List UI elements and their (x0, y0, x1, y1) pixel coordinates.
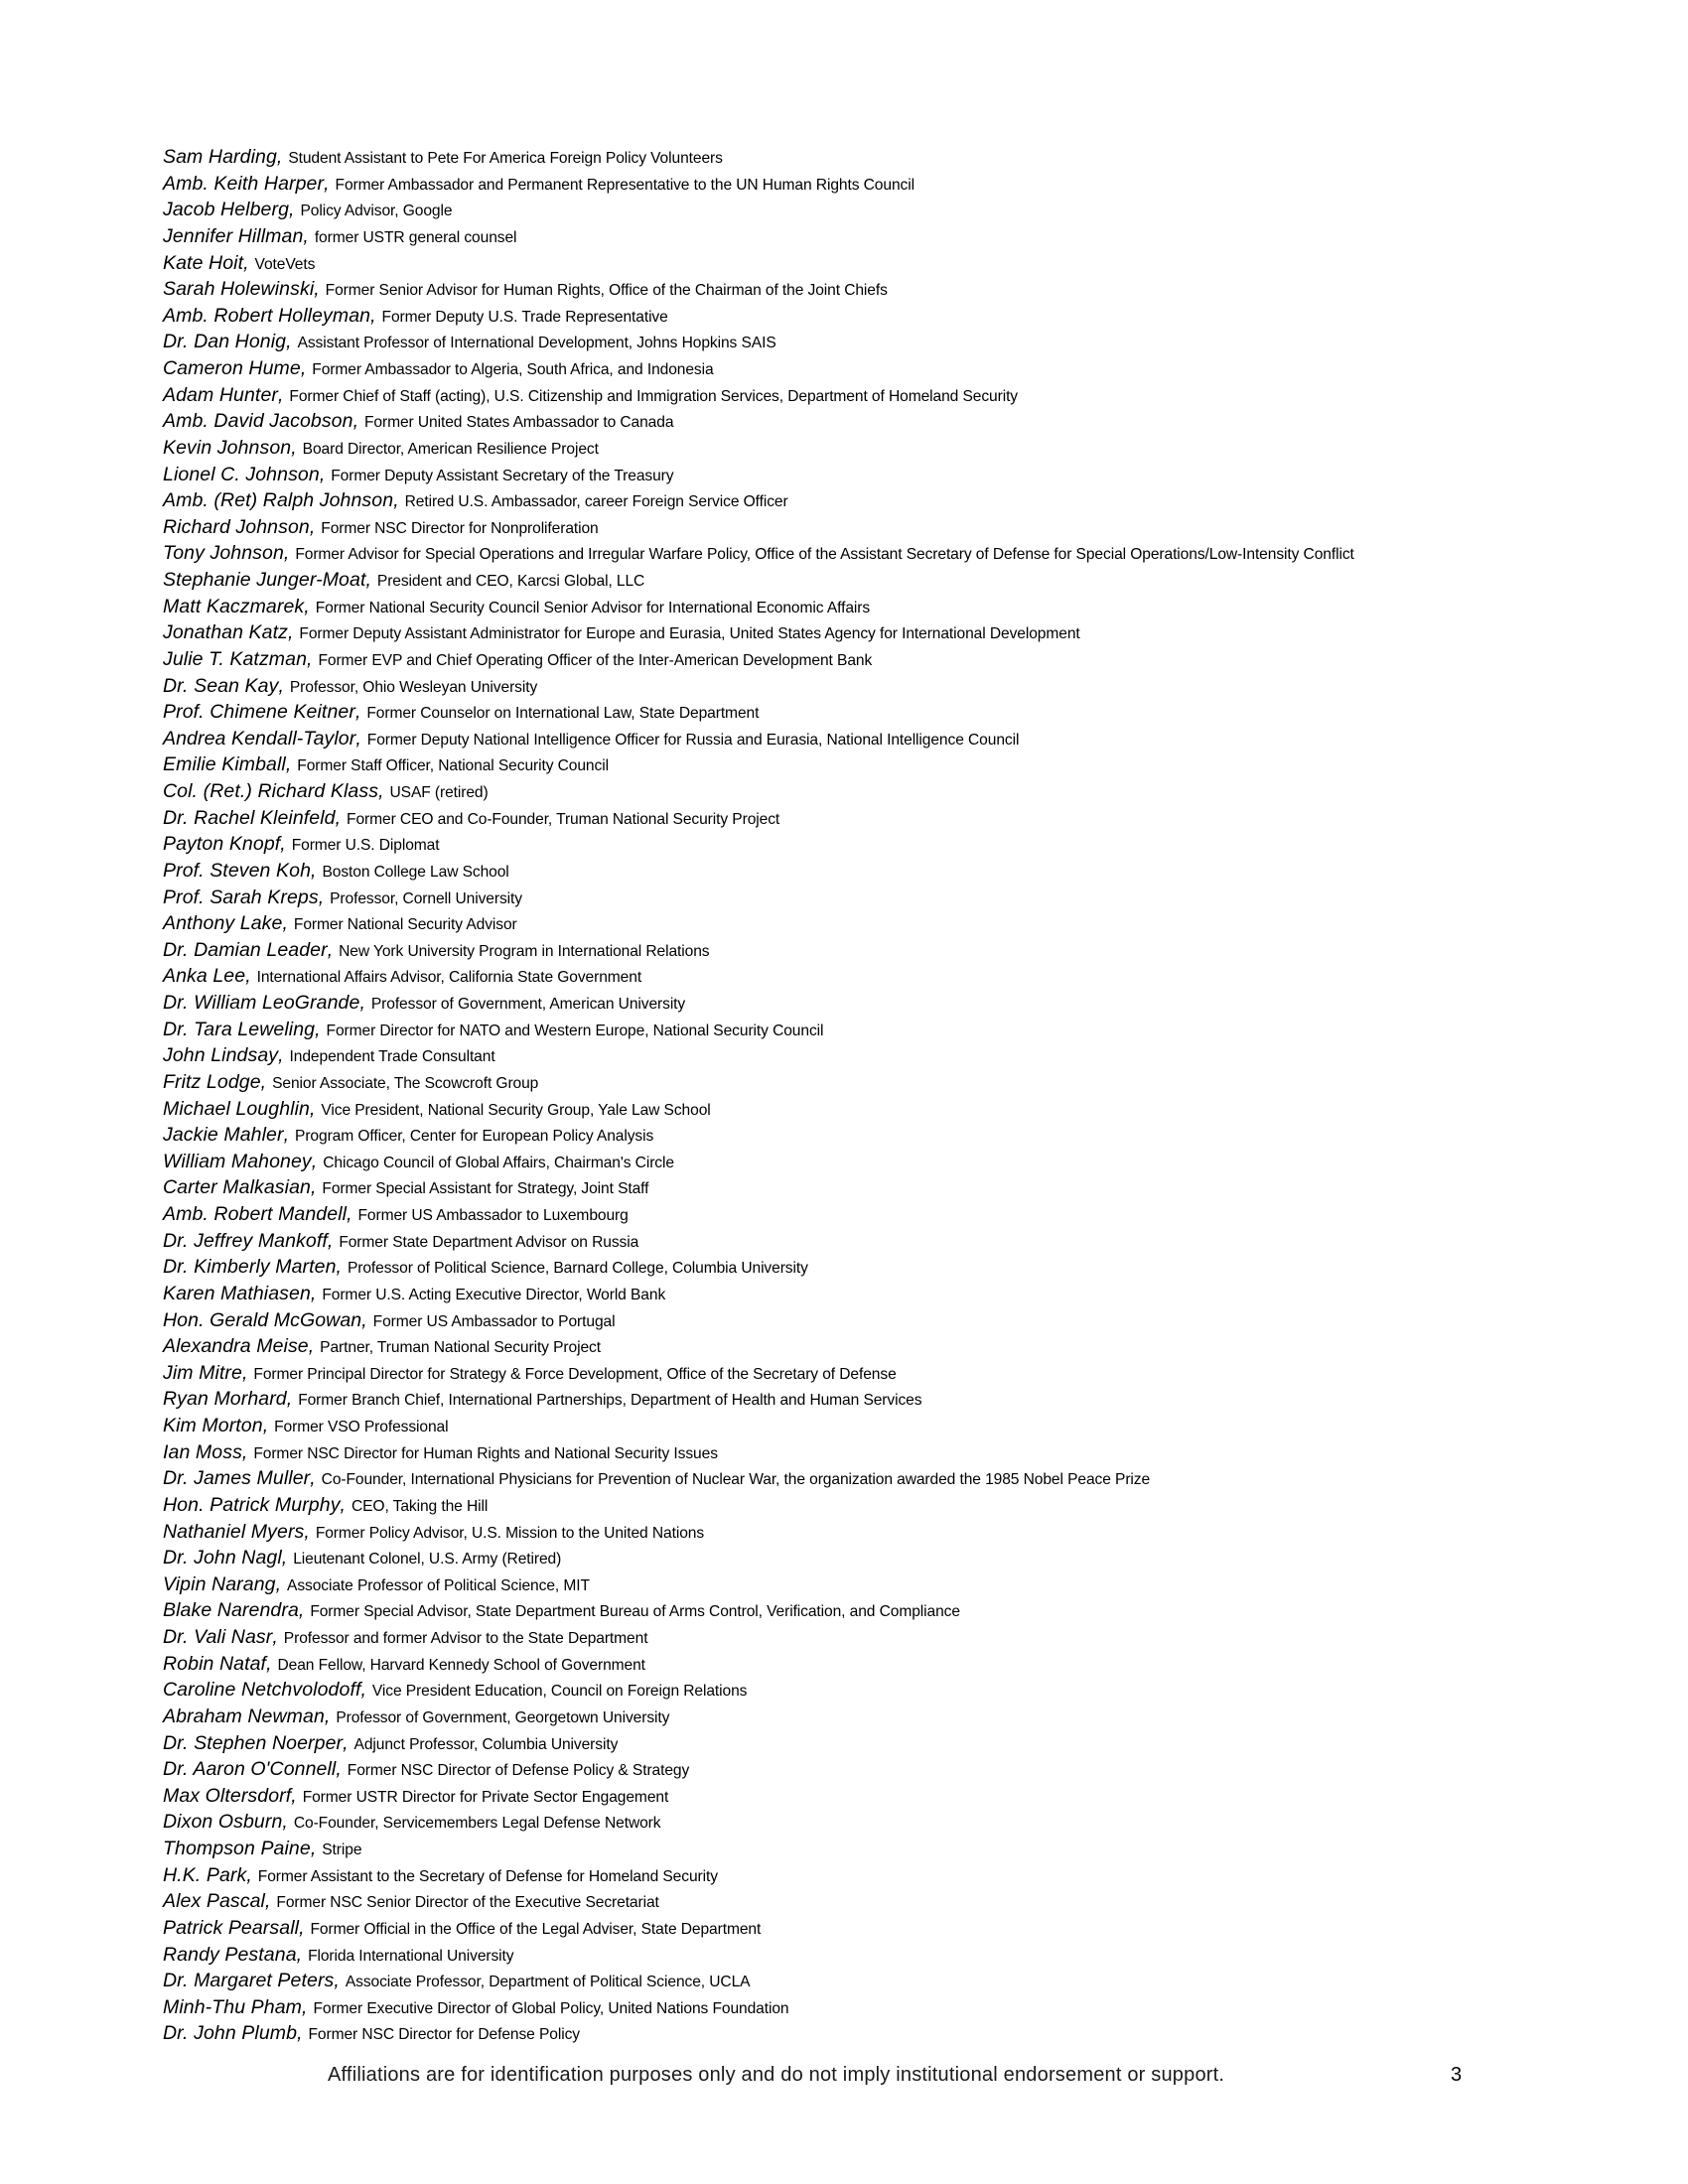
signatory-entry (163, 382, 1573, 409)
signatory-name: Dr. Rachel Kleinfeld (163, 806, 336, 829)
signatory-affiliation: Former Branch Chief, International Partnerships, Department of Health and Human Services (298, 1392, 922, 1410)
signatory-affiliation: President and CEO, Karcsi Global, LLC (376, 573, 645, 590)
signatory-affiliation: Former Executive Director of Global Policy, United Nations Foundation (313, 1999, 789, 2017)
signatory-affiliation: Stripe (322, 1842, 362, 1858)
name-separator: , (278, 383, 284, 406)
signatory-affiliation: International Affairs Advisor, California State Government (256, 969, 642, 987)
signatory-affiliation: Professor and former Advisor to the State Department (283, 1630, 648, 1647)
signatory-affiliation: Former Senior Advisor for Human Rights, Office of the Chairman of the Joint Chiefs (325, 282, 888, 300)
name-separator: , (296, 1943, 303, 1966)
signatory-name: Michael Loughlin (163, 1097, 310, 1120)
name-separator: , (289, 199, 295, 221)
signatory-entry (163, 1254, 1573, 1281)
signatory-entry (163, 1862, 1573, 1889)
signatory-affiliation: Former Ambassador to Algeria, South Africa, and Indonesia (312, 361, 714, 378)
signatory-entry (163, 1915, 1573, 1942)
signatory-name: Emilie Kimball (163, 753, 286, 776)
signatory-name: Abraham Newman (163, 1705, 325, 1727)
page-number: 3 (1451, 2064, 1463, 2086)
name-separator: , (262, 1415, 269, 1436)
signatory-affiliation: Former National Security Council Senior Advisor for International Economic Affairs (315, 599, 871, 616)
signatory-entry (163, 831, 1573, 858)
signatory-affiliation: Former Deputy U.S. Trade Representative (381, 308, 668, 326)
signatory-name: Amb. Robert Mandell (163, 1203, 348, 1225)
name-separator: , (327, 1229, 334, 1252)
signatory-affiliation: Professor of Political Science, Barnard College, Columbia University (347, 1260, 808, 1278)
signatory-entry (163, 1042, 1573, 1069)
signatory-affiliation: CEO, Taking the Hill (351, 1497, 489, 1515)
name-separator: , (241, 1361, 248, 1384)
signatory-entry (163, 1386, 1573, 1413)
signatory-name: Dr. Damian Leader (163, 938, 328, 961)
signatory-entry (163, 1624, 1573, 1651)
signatory-entry (163, 1201, 1573, 1228)
signatory-affiliation: Professor, Ohio Wesleyan University (289, 678, 538, 696)
signatory-entry (163, 1174, 1573, 1201)
name-separator: , (282, 1811, 288, 1834)
name-separator: , (260, 1070, 267, 1093)
name-separator: , (361, 1308, 367, 1331)
signatory-entry (163, 646, 1573, 673)
signatory-name: Kim Morton (163, 1415, 263, 1436)
signatory-entry (163, 699, 1573, 726)
signatory-affiliation: Adjunct Professor, Columbia University (353, 1735, 619, 1753)
signatory-affiliation: Florida International University (308, 1947, 514, 1965)
signatory-entry (163, 1465, 1573, 1492)
name-separator: , (334, 1970, 340, 1992)
signatory-entry (163, 171, 1573, 198)
signatory-affiliation: Former United States Ambassador to Canada (364, 414, 674, 432)
signatory-affiliation: Associate Professor, Department of Political Science, UCLA (345, 1974, 751, 1991)
signatory-name: Amb. Keith Harper (163, 172, 325, 195)
signatory-entry (163, 1519, 1573, 1546)
name-separator: , (360, 1679, 366, 1702)
signatory-affiliation: Professor of Government, American University (370, 996, 686, 1013)
name-separator: , (300, 357, 307, 379)
signatory-name: Dr. Kimberly Marten (163, 1256, 337, 1279)
signatory-name: Alexandra Meise (163, 1335, 309, 1358)
name-separator: , (282, 912, 288, 935)
signatory-affiliation: Former Special Advisor, State Department Bureau of Arms Control, Verification, and Compliance (310, 1603, 960, 1621)
signatory-affiliation: Former NSC Senior Director of the Executive Secretariat (276, 1894, 659, 1912)
signatory-entry (163, 1096, 1573, 1123)
signatory-affiliation: Former Special Assistant for Strategy, Joint Staff (322, 1180, 649, 1198)
signatory-name: Ian Moss (163, 1440, 242, 1463)
signatory-affiliation: Former US Ambassador to Portugal (372, 1312, 616, 1330)
signatory-name: Julie T. Katzman (163, 647, 308, 670)
signatory-name: Anthony Lake (163, 912, 283, 935)
signatory-name: Jacob Helberg (163, 199, 290, 221)
name-separator: , (283, 1124, 290, 1147)
signatory-name: William Mahoney (163, 1150, 312, 1172)
name-separator: , (359, 992, 365, 1014)
name-separator: , (272, 1626, 278, 1648)
name-separator: , (370, 304, 376, 327)
signatory-affiliation: Former Official in the Office of the Legal Adviser, State Department (310, 1920, 762, 1938)
signatory-name: Dixon Osburn (163, 1811, 283, 1834)
name-separator: , (365, 569, 371, 591)
signatory-entry (163, 751, 1573, 778)
signatory-name: Matt Kaczmarek (163, 595, 305, 617)
signatory-affiliation: Independent Trade Consultant (289, 1048, 495, 1066)
signatory-name: Adam Hunter (163, 383, 278, 406)
name-separator: , (241, 1440, 248, 1463)
signatory-entry (163, 1756, 1573, 1783)
signatory-affiliation: USAF (retired) (389, 784, 489, 801)
signatory-affiliation: Former CEO and Co-Founder, Truman National Security Project (347, 810, 780, 828)
signatory-name: Tony Johnson (163, 542, 284, 565)
signatory-entry (163, 1545, 1573, 1571)
signatory-name: Dr. John Plumb (163, 2022, 298, 2045)
signatory-name: Ryan Morhard (163, 1388, 287, 1411)
signatory-affiliation: Former Ambassador and Permanent Representative to the UN Human Rights Council (335, 176, 914, 194)
signatory-entry (163, 1307, 1573, 1334)
signatory-entry (163, 1888, 1573, 1915)
signatory-name: Jonathan Katz (163, 621, 288, 644)
signatory-name: Dr. James Muller (163, 1467, 311, 1490)
signatory-name: Jennifer Hillman (163, 224, 304, 247)
signatory-affiliation: Vice President, National Security Group, Yale Law School (321, 1101, 711, 1119)
signatory-name: Fritz Lodge (163, 1070, 261, 1093)
name-separator: , (266, 1652, 272, 1675)
signatory-affiliation: Policy Advisor, Google (300, 203, 453, 220)
signatory-name: Lionel C. Johnson (163, 463, 320, 485)
name-separator: , (310, 1282, 317, 1304)
signatory-name: Richard Johnson (163, 515, 310, 538)
footer-disclaimer: Affiliations are for identification purposes only and do not imply institutional endorsement or support. (328, 2064, 1225, 2086)
name-separator: , (310, 1838, 317, 1859)
signatory-entry (163, 1651, 1573, 1678)
signatory-affiliation: Former State Department Advisor on Russia (339, 1233, 639, 1251)
signatory-affiliation: Former National Security Advisor (293, 916, 517, 934)
name-separator: , (286, 1388, 293, 1411)
signatory-affiliation: Lieutenant Colonel, U.S. Army (Retired) (293, 1551, 562, 1569)
name-separator: , (310, 1176, 317, 1199)
name-separator: , (283, 542, 290, 565)
signatory-name: Cameron Hume (163, 357, 301, 379)
name-separator: , (302, 1995, 308, 2018)
signatory-affiliation: Partner, Truman National Security Project (320, 1339, 601, 1357)
signatory-entry (163, 594, 1573, 620)
signatory-affiliation: Former NSC Director of Defense Policy & Strategy (347, 1762, 690, 1780)
name-separator: , (324, 172, 330, 195)
signatory-entry (163, 1069, 1573, 1096)
signatory-affiliation: Former Staff Officer, National Security Council (297, 757, 609, 775)
signatory-entry (163, 355, 1573, 382)
signatory-name: Thompson Paine (163, 1838, 311, 1859)
signatory-entry (163, 910, 1573, 937)
signatory-name: Kevin Johnson (163, 436, 292, 459)
name-separator: , (318, 886, 325, 908)
name-separator: , (281, 1547, 288, 1570)
signatory-affiliation: Co-Founder, Servicemembers Legal Defense Network (293, 1815, 661, 1833)
signatory-name: Jackie Mahler (163, 1124, 284, 1147)
name-separator: , (307, 647, 313, 670)
signatory-name: Stephanie Junger-Moat (163, 569, 366, 591)
name-separator: , (336, 1758, 342, 1781)
signatory-affiliation: Former U.S. Acting Executive Director, World Bank (322, 1286, 666, 1303)
signatory-name: Dr. Dan Honig (163, 331, 287, 353)
signatory-entry (163, 567, 1573, 594)
signatory-entry (163, 462, 1573, 488)
signatory-entry (163, 408, 1573, 435)
signatory-affiliation: Former Assistant to the Secretary of Defense for Homeland Security (257, 1867, 718, 1885)
signatory-entry (163, 673, 1573, 700)
signatory-entry (163, 435, 1573, 462)
signatory-affiliation: Former USTR Director for Private Sector Engagement (302, 1788, 669, 1806)
name-separator: , (309, 515, 316, 538)
signatory-entry (163, 858, 1573, 885)
name-separator: , (287, 621, 294, 644)
signatory-entry (163, 1281, 1573, 1307)
name-separator: , (304, 1520, 310, 1543)
signatory-name: Patrick Pearsall (163, 1916, 300, 1939)
name-separator: , (275, 1572, 282, 1595)
signatory-affiliation: Chicago Council of Global Affairs, Chairman's Circle (323, 1154, 674, 1171)
signatory-name: Amb. Robert Holleyman (163, 304, 371, 327)
signatory-name: Sam Harding (163, 146, 277, 168)
signatory-affiliation: Former Deputy Assistant Secretary of the Treasury (331, 467, 674, 484)
name-separator: , (264, 1890, 271, 1913)
signatory-name: Jim Mitre (163, 1361, 242, 1384)
signatory-affiliation: Retired U.S. Ambassador, career Foreign Service Officer (404, 493, 788, 511)
name-separator: , (285, 753, 292, 776)
signatory-affiliation: Former Deputy Assistant Administrator for Europe and Eurasia, United States Agency for International Development (299, 625, 1080, 643)
name-separator: , (243, 251, 249, 274)
signatory-entry (163, 197, 1573, 223)
name-separator: , (343, 1731, 349, 1754)
signatory-name: Anka Lee (163, 965, 246, 988)
name-separator: , (311, 859, 317, 882)
signatory-name: Col. (Ret.) Richard Klass (163, 780, 379, 802)
signatory-name: Dr. Aaron O'Connell (163, 1758, 337, 1781)
signatory-entry (163, 1809, 1573, 1836)
signatory-affiliation: Former Deputy National Intelligence Officer for Russia and Eurasia, National Intelligence Council (366, 731, 1020, 749)
name-separator: , (352, 410, 358, 433)
name-separator: , (278, 1044, 284, 1067)
name-separator: , (246, 1863, 252, 1886)
signatory-entry (163, 1783, 1573, 1810)
signatory-entry (163, 514, 1573, 541)
signatory-name: Robin Nataf (163, 1652, 267, 1675)
signatory-entry (163, 1968, 1573, 1994)
signatory-entry (163, 1333, 1573, 1360)
signatory-entry (163, 1017, 1573, 1043)
signatory-affiliation: New York University Program in International Relations (339, 942, 710, 960)
signatory-affiliation: former USTR general counsel (314, 228, 517, 246)
signatory-entry (163, 885, 1573, 911)
signatory-name: Dr. Margaret Peters (163, 1970, 335, 1992)
signatory-name: Minh-Thu Pham (163, 1995, 303, 2018)
signatory-entry (163, 1942, 1573, 1969)
signatory-entry (163, 990, 1573, 1017)
signatory-name: Vipin Narang (163, 1572, 276, 1595)
signatory-entry (163, 1360, 1573, 1387)
name-separator: , (280, 833, 286, 856)
signatory-name: Hon. Gerald McGowan (163, 1308, 362, 1331)
signatory-entry (163, 540, 1573, 567)
signatory-name: H.K. Park (163, 1863, 247, 1886)
signatory-affiliation: Professor of Government, Georgetown University (336, 1708, 670, 1726)
signatory-name: Dr. Tara Leweling (163, 1018, 316, 1040)
signatory-entry (163, 726, 1573, 752)
name-separator: , (324, 1705, 331, 1727)
signatory-entry (163, 1149, 1573, 1175)
signatory-affiliation: Former NSC Director for Defense Policy (308, 2026, 580, 2044)
signatory-entry (163, 144, 1573, 171)
name-separator: , (327, 938, 334, 961)
signatory-entry (163, 619, 1573, 646)
signatory-affiliation: Boston College Law School (322, 863, 509, 881)
signatory-affiliation: Former NSC Director for Human Rights and National Security Issues (253, 1444, 718, 1462)
signatory-affiliation: Former Counselor on International Law, State Department (366, 705, 760, 723)
signatory-entry (163, 1413, 1573, 1439)
signatory-entry (163, 937, 1573, 964)
signatory-name: Prof. Sarah Kreps (163, 886, 319, 908)
signatory-affiliation: Former Policy Advisor, U.S. Mission to the United Nations (315, 1524, 705, 1542)
signatory-name: Max Oltersdorf (163, 1784, 292, 1807)
signatory-affiliation: Former EVP and Chief Operating Officer of the Inter-American Development Bank (318, 651, 873, 669)
signatory-entry (163, 1571, 1573, 1598)
name-separator: , (299, 1916, 305, 1939)
signatory-name: Dr. Jeffrey Mankoff (163, 1229, 328, 1252)
name-separator: , (304, 595, 310, 617)
signatory-name: Andrea Kendall-Taylor (163, 727, 356, 750)
signatory-entry (163, 963, 1573, 990)
signatory-affiliation: Professor, Cornell University (330, 889, 522, 907)
name-separator: , (291, 1784, 297, 1807)
signatory-name: Prof. Chimene Keitner (163, 701, 355, 724)
signatory-name: Alex Pascal (163, 1890, 265, 1913)
signatory-name: Carter Malkasian (163, 1176, 311, 1199)
signatory-name: Dr. John Nagl (163, 1547, 282, 1570)
name-separator: , (309, 1097, 316, 1120)
signatory-name: Hon. Patrick Murphy (163, 1493, 341, 1516)
signatory-affiliation: Former NSC Director for Nonproliferation (321, 519, 599, 537)
signatory-affiliation: Senior Associate, The Scowcroft Group (272, 1074, 539, 1092)
signatory-entry (163, 1122, 1573, 1149)
signatory-name: Kate Hoit (163, 251, 244, 274)
name-separator: , (291, 436, 297, 459)
name-separator: , (393, 489, 399, 512)
name-separator: , (347, 1203, 352, 1225)
signatory-affiliation: Former Director for NATO and Western Europe, National Security Council (326, 1022, 824, 1039)
signatory-name: Caroline Netchvolodoff (163, 1679, 361, 1702)
name-separator: , (311, 1150, 318, 1172)
signatory-affiliation: Co-Founder, International Physicians for Prevention of Nuclear War, the organization awarded the 1985 Nobel Peace Prize (321, 1471, 1151, 1489)
signatory-entry (163, 805, 1573, 832)
signatory-affiliation: Vice President Education, Council on Foreign Relations (371, 1683, 748, 1701)
signatory-affiliation: Assistant Professor of International Development, Johns Hopkins SAIS (297, 335, 776, 352)
signatory-affiliation: Former U.S. Diplomat (291, 837, 440, 855)
signatory-name: Amb. (Ret) Ralph Johnson (163, 489, 394, 512)
signatory-entry (163, 1597, 1573, 1624)
signatory-name: Dr. William LeoGrande (163, 992, 360, 1014)
signatory-entry (163, 303, 1573, 330)
name-separator: , (340, 1493, 346, 1516)
signatory-name: Dr. Sean Kay (163, 674, 279, 697)
signatory-affiliation: Former VSO Professional (274, 1419, 449, 1435)
name-separator: , (278, 674, 284, 697)
signatory-list (163, 144, 1573, 2047)
signatory-name: Prof. Steven Koh (163, 859, 312, 882)
name-separator: , (355, 727, 361, 750)
name-separator: , (354, 701, 361, 724)
signatory-name: Payton Knopf (163, 833, 281, 856)
name-separator: , (298, 1599, 305, 1622)
signatory-entry (163, 1439, 1573, 1466)
signatory-name: John Lindsay (163, 1044, 279, 1067)
name-separator: , (314, 278, 320, 301)
signatory-entry (163, 1677, 1573, 1704)
signatory-name: Nathaniel Myers (163, 1520, 305, 1543)
signatory-name: Randy Pestana (163, 1943, 297, 1966)
signatory-affiliation: VoteVets (254, 255, 316, 273)
name-separator: , (245, 965, 251, 988)
signatory-name: Blake Narendra (163, 1599, 299, 1622)
signatory-name: Dr. Stephen Noerper (163, 1731, 344, 1754)
name-separator: , (319, 463, 326, 485)
name-separator: , (308, 1335, 315, 1358)
signatory-entry (163, 329, 1573, 355)
signatory-affiliation: Former US Ambassador to Luxembourg (357, 1207, 629, 1224)
signatory-affiliation: Dean Fellow, Harvard Kennedy School of Government (277, 1656, 645, 1674)
signatory-entry (163, 1492, 1573, 1519)
name-separator: , (378, 780, 384, 802)
signatory-entry (163, 1704, 1573, 1730)
signatory-affiliation: Former Principal Director for Strategy & Force Development, Office of the Secretary of Defense (253, 1365, 897, 1383)
signatory-affiliation: Student Assistant to Pete For America Foreign Policy Volunteers (288, 150, 723, 167)
signatory-name: Sarah Holewinski (163, 278, 315, 301)
signatory-entry (163, 1836, 1573, 1862)
signatory-entry (163, 778, 1573, 805)
signatory-name: Karen Mathiasen (163, 1282, 311, 1304)
signatory-entry (163, 250, 1573, 277)
name-separator: , (297, 2022, 303, 2045)
name-separator: , (276, 146, 283, 168)
signatory-entry (163, 1730, 1573, 1757)
signatory-entry (163, 276, 1573, 303)
name-separator: , (315, 1018, 321, 1040)
name-separator: , (310, 1467, 316, 1490)
signatory-name: Dr. Vali Nasr (163, 1626, 273, 1648)
signatory-name: Amb. David Jacobson (163, 410, 353, 433)
signatory-affiliation: Board Director, American Resilience Project (302, 440, 599, 458)
signatory-entry (163, 223, 1573, 250)
signatory-affiliation: Former Advisor for Special Operations and Irregular Warfare Policy, Office of the Assistant Secretary of Defense for Special Operations/Low-Intensity Conflict (295, 546, 1354, 564)
signatory-entry (163, 487, 1573, 514)
name-separator: , (303, 224, 309, 247)
signatory-entry (163, 1228, 1573, 1255)
signatory-entry (163, 1994, 1573, 2021)
signatory-affiliation: Program Officer, Center for European Policy Analysis (295, 1128, 654, 1146)
signatory-affiliation: Former Chief of Staff (acting), U.S. Citizenship and Immigration Services, Department of Homeland Security (289, 387, 1018, 405)
signatory-entry (163, 2020, 1573, 2047)
name-separator: , (336, 1256, 342, 1279)
name-separator: , (335, 806, 342, 829)
name-separator: , (286, 331, 292, 353)
signatory-affiliation: Associate Professor of Political Science, MIT (287, 1576, 590, 1594)
